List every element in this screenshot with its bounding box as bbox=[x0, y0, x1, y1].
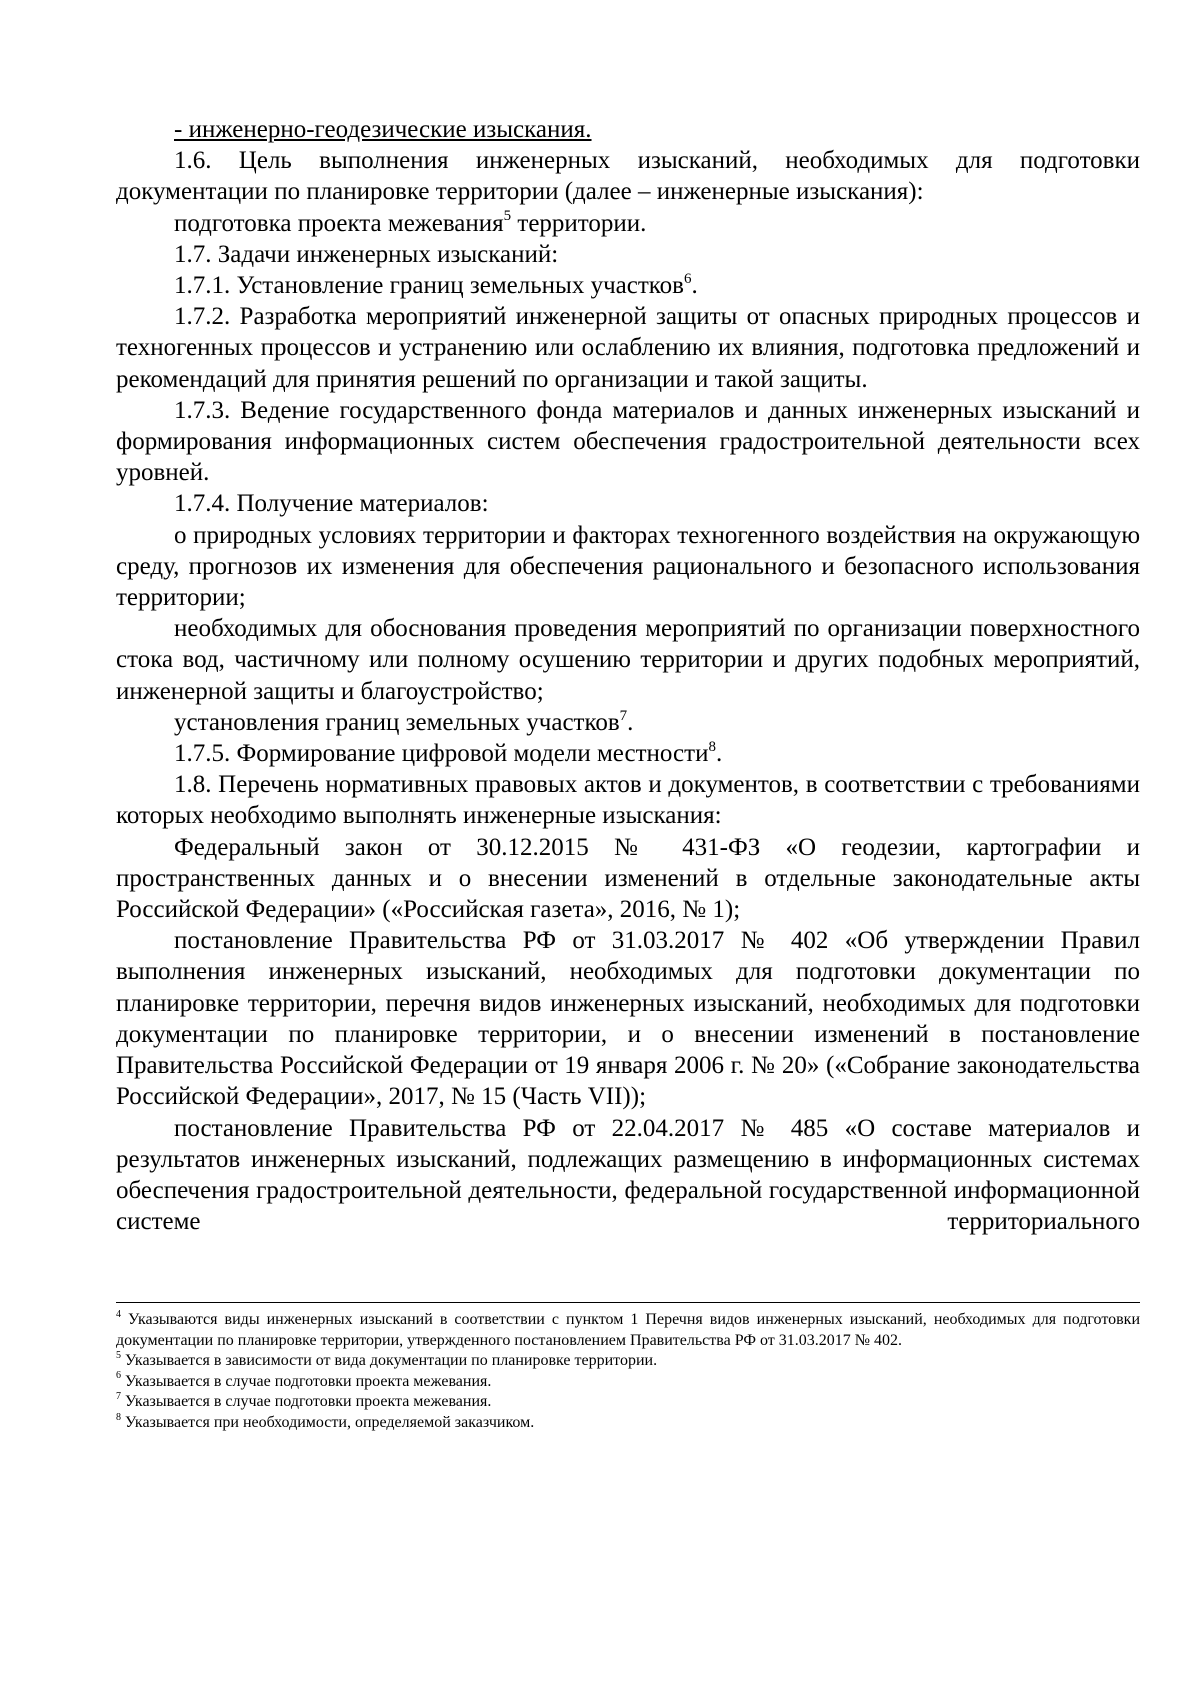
footnote-number: 4 bbox=[116, 1308, 121, 1320]
task-1-text: 1.7.1. Установление границ земельных участков bbox=[174, 272, 684, 300]
footnote-4 bbox=[116, 1310, 1140, 1351]
paragraph-federal-law: Федеральный закон от 30.12.2015 № 431-ФЗ «О геодезии, картографии и пространственных данных и о внесении изменений в отдельные законодательные акты Российской Федерации» («Российская газета», 2016, № 1); bbox=[116, 833, 1140, 924]
footnote-ref-8[interactable]: 8 bbox=[708, 738, 716, 755]
footnote-6 bbox=[116, 1372, 1140, 1393]
paragraph-1-7-3: 1.7.3. Ведение государственного фонда материалов и данных инженерных изысканий и формирования информационных систем обеспечения градостроительной деятельности всех уровней. bbox=[116, 396, 1140, 487]
boundaries-text: установления границ земельных участков bbox=[174, 708, 620, 736]
task-1-text-end: . bbox=[691, 272, 698, 300]
paragraph-1-7-1 bbox=[116, 270, 1140, 301]
footnote-separator bbox=[116, 1302, 1140, 1303]
footnote-5 bbox=[116, 1351, 1140, 1372]
footnote-text: Указывается в случае подготовки проекта межевания. bbox=[121, 1372, 492, 1390]
footnote-ref-6[interactable]: 6 bbox=[683, 270, 692, 287]
paragraph-resolution-485: постановление Правительства РФ от 22.04.2017 № 485 «О составе материалов и результатов инженерных изысканий, подлежащих размещению в информационных системах обеспечения градостроительной деятельности, федеральной государственной информационной системе территориального bbox=[116, 1114, 1140, 1236]
paragraph-1-7-5 bbox=[116, 738, 1140, 769]
footnote-number: 7 bbox=[116, 1391, 121, 1403]
paragraph-survey-type bbox=[116, 114, 1140, 145]
footnote-ref-7[interactable]: 7 bbox=[619, 707, 628, 724]
paragraph-runoff: необходимых для обоснования проведения мероприятий по организации поверхностного стока вод, частичному или полному осушению территории и других подобных мероприятий, инженерной защиты и благоустройство; bbox=[116, 615, 1140, 705]
footnote-text: Указываются виды инженерных изысканий в соответствии с пунктом 1 Перечня видов инженерных изысканий, необходимых для подготовки документации по планировке территории, утвержденного постановлением Правительства РФ от 31.03.2017 № 402. bbox=[116, 1311, 1140, 1349]
footnote-8 bbox=[116, 1413, 1140, 1434]
paragraph-1-7-2: 1.7.2. Разработка мероприятий инженерной защиты от опасных природных процессов и техногенных процессов и устранению или ослаблению их влияния, подготовка предложений и рекомендаций для принятия решений по организации и такой защиты. bbox=[116, 303, 1140, 393]
survey-type-underlined: - инженерно-геодезические изыскания. bbox=[174, 116, 592, 143]
footnote-7 bbox=[116, 1392, 1140, 1413]
footnote-text: Указывается при необходимости, определяемой заказчиком. bbox=[121, 1413, 535, 1431]
paragraph-natural-conditions: о природных условиях территории и факторах техногенного воздействия на окружающую среду, прогнозов их изменения для обеспечения рационального и безопасного использования территории; bbox=[116, 521, 1140, 612]
purpose-text: подготовка проекта межевания bbox=[174, 209, 504, 237]
paragraph-1-8: 1.8. Перечень нормативных правовых актов и документов, в соответствии с требованиями которых необходимо выполнять инженерные изыскания: bbox=[116, 771, 1140, 830]
paragraph-boundaries bbox=[116, 707, 1140, 738]
footnote-ref-5[interactable]: 5 bbox=[503, 208, 512, 225]
paragraph-1-7-4: 1.7.4. Получение материалов: bbox=[174, 490, 489, 518]
dtm-text: 1.7.5. Формирование цифровой модели местности bbox=[174, 740, 709, 768]
footnote-text: Указывается в случае подготовки проекта межевания. bbox=[121, 1393, 492, 1411]
footnote-number: 5 bbox=[116, 1349, 121, 1361]
footnotes bbox=[116, 1310, 1140, 1434]
body-text bbox=[116, 114, 1140, 1237]
dtm-text-end: . bbox=[715, 740, 723, 768]
boundaries-text-end: . bbox=[627, 708, 634, 736]
purpose-text-end: территории. bbox=[511, 209, 647, 237]
footnote-text: Указывается в зависимости от вида документации по планировке территории. bbox=[121, 1352, 658, 1370]
paragraph-1-7: 1.7. Задачи инженерных изысканий: bbox=[174, 240, 559, 268]
paragraph-1-6: 1.6. Цель выполнения инженерных изысканий, необходимых для подготовки документации по планировке территории (далее – инженерные изыскания): bbox=[116, 147, 1140, 206]
footnote-number: 6 bbox=[116, 1370, 121, 1382]
footnote-number: 8 bbox=[116, 1411, 121, 1423]
paragraph-purpose bbox=[116, 208, 1140, 239]
paragraph-resolution-402: постановление Правительства РФ от 31.03.2017 № 402 «Об утверждении Правил выполнения инженерных изысканий, необходимых для подготовки документации по планировке территории, перечня видов инженерных изысканий, необходимых для подготовки документации по планировке территории, и о внесении изменений в постановление Правительства Российской Федерации от 19 января 2006 г. № 20» («Собрание законодательства Российской Федерации», 2017, № 15 (Часть VII)); bbox=[116, 927, 1140, 1111]
